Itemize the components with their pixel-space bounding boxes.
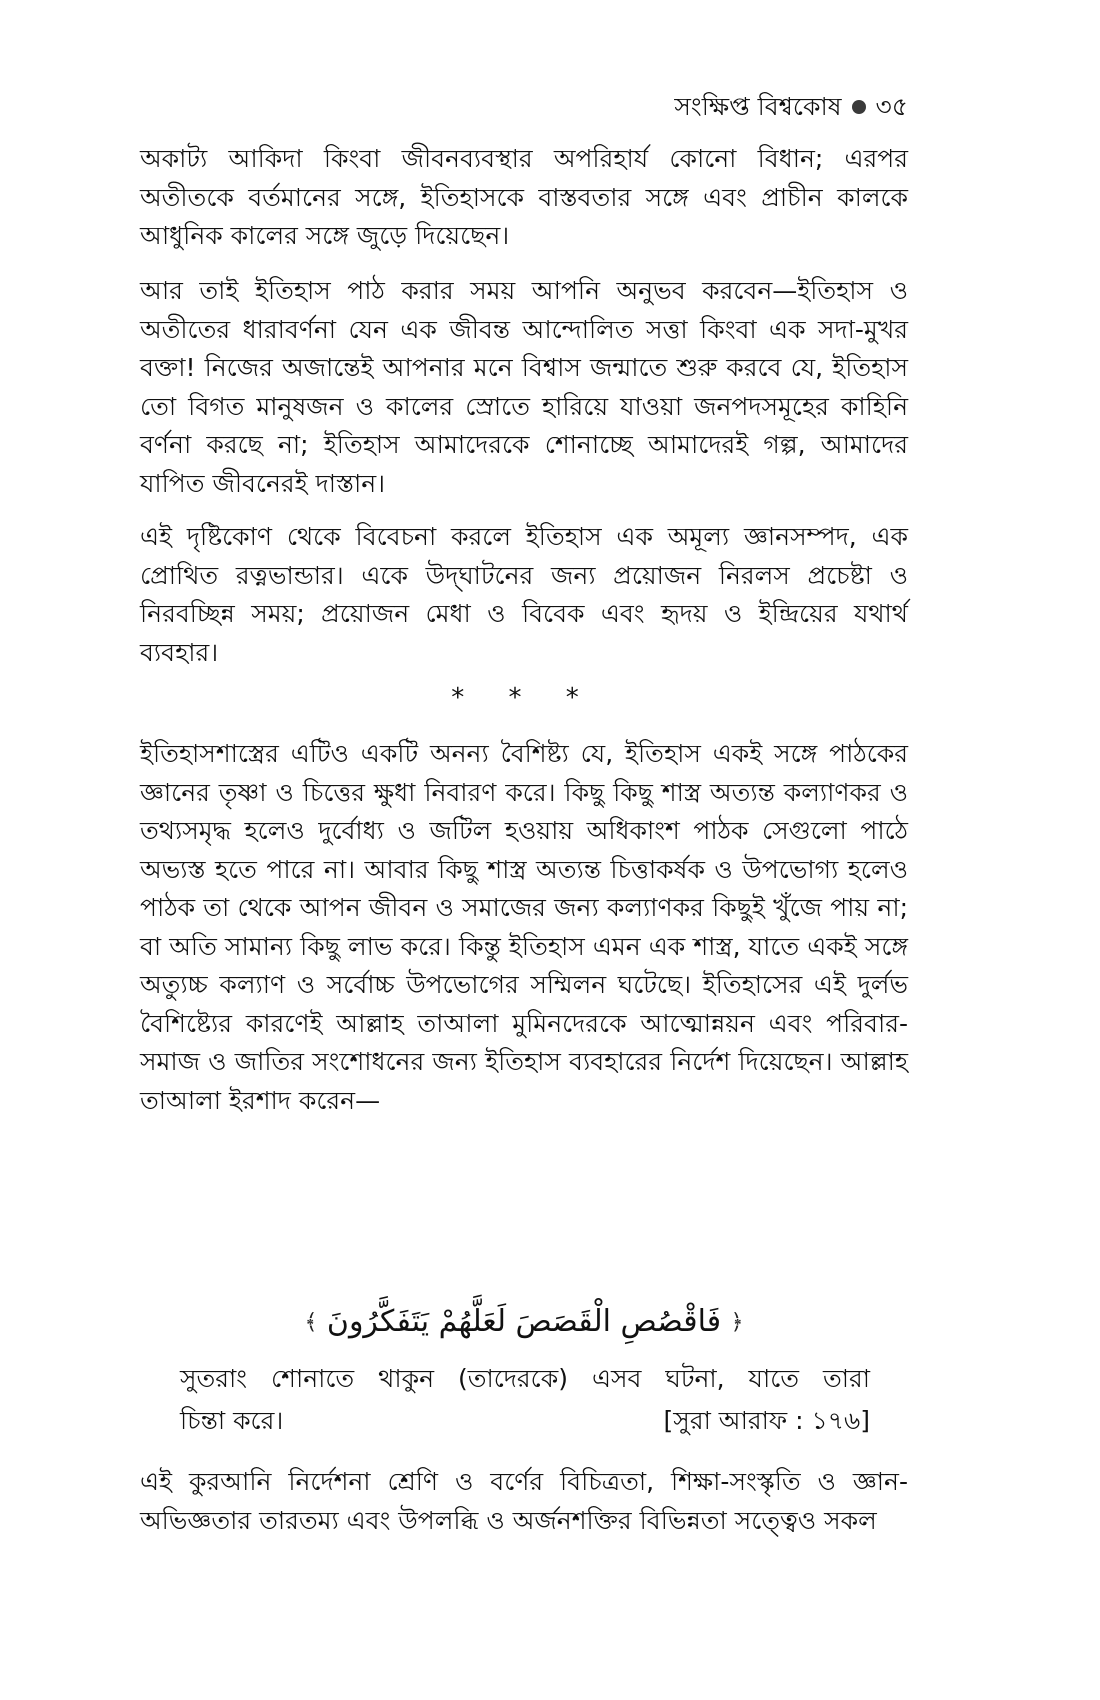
paragraph: আর তাই ইতিহাস পাঠ করার সময় আপনি অনুভব করবেন—ইতিহাস ও অতীতের ধারাবর্ণনা যেন এক জীবন্ত আন্দোলিত সত্তা কিংবা এক সদা-মুখর বক্তা! নিজের অজান্তেই আপনার মনে বিশ্বাস জন্মাতে শুরু করবে যে, ইতিহাস তো বিগত মানুষজন ও কালের স্রোতে হারিয়ে যাওয়া জনপদসমূহের কাহিনি বর্ণনা করছে না; ইতিহাস আমাদেরকে শোনাচ্ছে আমাদেরই গল্প, আমাদের যাপিত জীবনেরই দাস্তান।	[140, 276, 908, 498]
paragraph-block-5	[140, 1463, 908, 1540]
translation-line-with-citation	[180, 1400, 870, 1442]
paragraph: ইতিহাসশাস্ত্রের এটিও একটি অনন্য বৈশিষ্ট্য যে, ইতিহাস একই সঙ্গে পাঠকের জ্ঞানের তৃষ্ণা ও চিত্তের ক্ষুধা নিবারণ করে। কিছু কিছু শাস্ত্র অত্যন্ত কল্যাণকর ও তথ্যসমৃদ্ধ হলেও দুর্বোধ্য ও জটিল হওয়ায় অধিকাংশ পাঠক সেগুলো পাঠে অভ্যস্ত হতে পারে না। আবার কিছু শাস্ত্র অত্যন্ত চিত্তাকর্ষক ও উপভোগ্য হলেও পাঠক তা থেকে আপন জীবন ও সমাজের জন্য কল্যাণকর কিছুই খুঁজে পায় না; বা অতি সামান্য কিছু লাভ করে। কিন্তু ইতিহাস এমন এক শাস্ত্র, যাতে একই সঙ্গে অত্যুচ্চ কল্যাণ ও সর্বোচ্চ উপভোগের সম্মিলন ঘটেছে। ইতিহাসের এই দুর্লভ বৈশিষ্ট্যের কারণেই আল্লাহ তাআলা মুমিনদেরকে আত্মোন্নয়ন এবং পরিবার-সমাজ ও জাতির সংশোধনের জন্য ইতিহাস ব্যবহারের নির্দেশ দিয়েছেন। আল্লাহ তাআলা ইরশাদ করেন—	[140, 739, 908, 1115]
paragraph-block-3	[140, 518, 908, 672]
running-header	[674, 92, 908, 122]
section-break: * * *	[451, 683, 597, 713]
verse-citation: [সুরা আরাফ : ১৭৬]	[663, 1406, 870, 1435]
verse-translation	[180, 1358, 870, 1442]
paragraph: অকাট্য আকিদা কিংবা জীবনব্যবস্থার অপরিহার্য কোনো বিধান; এরপর অতীতকে বর্তমানের সঙ্গে, ইতিহাসকে বাস্তবতার সঙ্গে এবং প্রাচীন কালকে আধুনিক কালের সঙ্গে জুড়ে দিয়েছেন।	[140, 144, 908, 250]
arabic-verse-text: فَاقْصُصِ الْقَصَصَ لَعَلَّهُمْ يَتَفَكَّرُونَ	[326, 1304, 722, 1339]
page-number: ৩৫	[875, 92, 908, 121]
ornament-bracket-icon: ﴾	[304, 1309, 318, 1335]
book-title: সংক্ষিপ্ত বিশ্বকোষ	[674, 92, 842, 121]
paragraph-block-4	[140, 735, 908, 1120]
bullet-icon	[852, 100, 866, 114]
paragraph: এই দৃষ্টিকোণ থেকে বিবেচনা করলে ইতিহাস এক অমূল্য জ্ঞানসম্পদ, এক প্রোথিত রত্নভান্ডার। একে উদ্‌ঘাটনের জন্য প্রয়োজন নিরলস প্রচেষ্টা ও নিরবচ্ছিন্ন সময়; প্রয়োজন মেধা ও বিবেক এবং হৃদয় ও ইন্দ্রিয়ের যথার্থ ব্যবহার।	[140, 522, 908, 667]
paragraph-block-2	[140, 272, 908, 503]
translation-line: সুতরাং শোনাতে থাকুন (তাদেরকে) এসব ঘটনা, যাতে তারা	[180, 1364, 870, 1393]
paragraph-block-1	[140, 140, 908, 256]
ornament-bracket-icon: ﴿	[730, 1309, 744, 1335]
paragraph: এই কুরআনি নির্দেশনা শ্রেণি ও বর্ণের বিচিত্রতা, শিক্ষা-সংস্কৃতি ও জ্ঞান-অভিজ্ঞতার তারতম্য এবং উপলব্ধি ও অর্জনশক্তির বিভিন্নতা সত্ত্বেও সকল	[140, 1467, 908, 1535]
translation-line: চিন্তা করে।	[180, 1406, 284, 1435]
quran-verse	[140, 1298, 908, 1347]
